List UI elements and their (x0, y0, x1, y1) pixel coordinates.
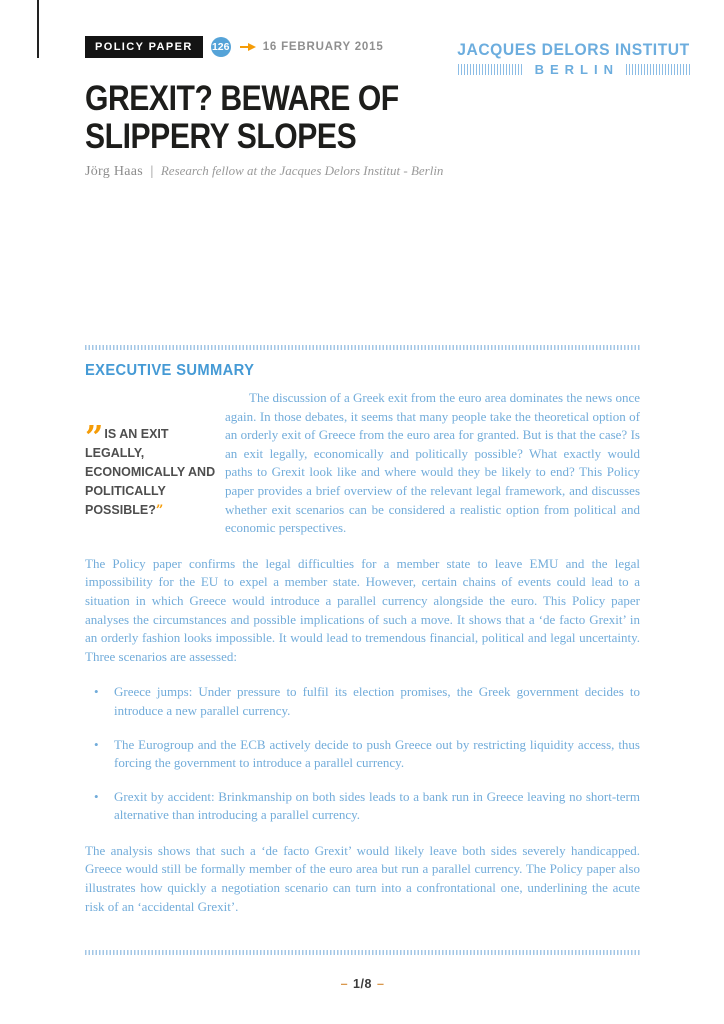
intro-paragraph: The discussion of a Greek exit from the euro area dominates the news once again. In those debates, it seems that many people take the theoretical option of an orderly exit of Greece from the euro area for granted. But is that the case? Is an exit legally, economically and politically possible? What exactly would paths to Grexit look like and where would they be likely to end? This Policy paper provides a brief overview of the relevant legal framework, and discusses whether exit scenarios can be considered a realistic option from political and economic perspectives. (225, 390, 640, 536)
intro-section (85, 389, 640, 538)
section-divider-bottom (85, 950, 640, 955)
executive-summary-heading: EXECUTIVE SUMMARY (85, 362, 255, 379)
author-separator: | (150, 164, 154, 179)
crop-mark (37, 0, 39, 58)
pull-quote-text: IS AN EXIT LEGALLY, ECONOMICALLY AND POLITICALLY POSSIBLE? (85, 427, 216, 517)
page-title (85, 80, 640, 156)
author-role: Research fellow at the Jacques Delors Institut - Berlin (160, 163, 444, 178)
logo-city-row (437, 62, 690, 77)
barcode-left-icon (458, 64, 522, 75)
bullet-text-3: Grexit by accident: Brinkmanship on both sides leads to a bank run in Greece leaving no short-term alternative than introducing a parallel currency. (114, 788, 640, 823)
bullet-icon: • (94, 684, 99, 700)
section-divider-top (85, 345, 640, 350)
body-paragraph-2: The Policy paper confirms the legal difficulties for a member state to leave EMU and the legal impossibility for the EU to expel a member state. However, certain chains of events could lead to a situation in which Greece would introduce a parallel currency alongside the euro. This Policy paper analyses the circumstances and possible implications of such a move. It shows that a ‘de facto Grexit’ in an orderly fashion looks impossible. It would lead to tremendous financial, political and legal uncertainty. Three scenarios are assessed: (85, 555, 640, 664)
page-content (85, 0, 690, 916)
bullet-icon: • (94, 788, 99, 804)
bullet-icon: • (94, 736, 99, 752)
close-quote-icon: ” (155, 503, 164, 518)
page-number (85, 977, 640, 991)
page-number-dash-right: – (376, 977, 385, 991)
arrow-icon (240, 43, 256, 51)
bullet-text-2: The Eurogroup and the ECB actively decide to push Greece out by restricting liquidity access, thus forcing the government to introduce a parallel currency. (114, 736, 640, 771)
logo-name: JACQUES DELORS INSTITUT (457, 40, 690, 59)
author-line (85, 163, 640, 180)
publication-date: 16 FEBRUARY 2015 (262, 41, 384, 53)
scenario-list (85, 683, 640, 825)
page-number-value: 1/8 (353, 977, 372, 991)
title-line-2: SLIPPERY SLOPES (85, 117, 357, 156)
open-quote-icon: ” (85, 418, 102, 456)
list-item (85, 788, 640, 825)
barcode-right-icon (626, 64, 690, 75)
closing-paragraph: The analysis shows that such a ‘de facto Grexit’ would likely leave both sides severely handicapped. Greece would still be formally member of the euro area but run a parallel currency. The Policy paper also illustrates how quickly a negotiation scenario can turn into a confrontational one, underlining the acute risk of an ‘accidental Grexit’. (85, 842, 640, 914)
author-name: Jörg Haas (85, 164, 144, 179)
pull-quote (85, 418, 227, 520)
bullet-text-1: Greece jumps: Under pressure to fulfil its election promises, the Greek government decides to introduce a new parallel currency. (114, 684, 640, 718)
issue-number-badge: 126 (211, 37, 231, 57)
institute-logo (437, 40, 690, 77)
list-item (85, 683, 640, 720)
page-number-dash-left: – (340, 977, 349, 991)
list-item (85, 736, 640, 773)
policy-paper-badge: POLICY PAPER (85, 36, 203, 58)
title-line-1: GREXIT? BEWARE OF (85, 79, 399, 118)
page-footer (85, 950, 640, 991)
logo-city: BERLIN (534, 62, 619, 77)
